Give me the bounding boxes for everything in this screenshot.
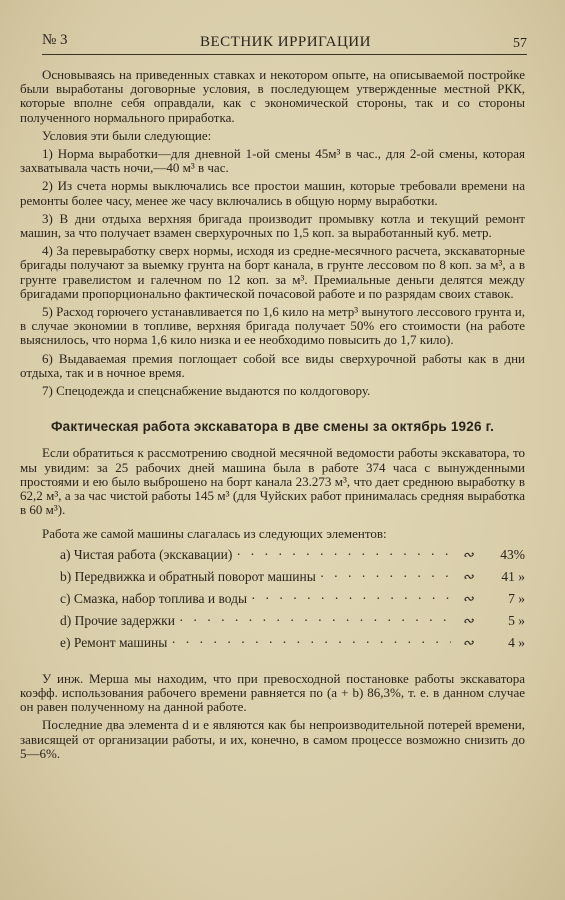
list-item — [60, 614, 525, 636]
list-item — [60, 548, 525, 570]
condition-item: 1) Норма выработки—для дневной 1-ой смены 45м³ в час., для 2-ой смены, которая захватывала часть ночи,—40 м³ в час. — [20, 146, 525, 176]
element-value: 4 » — [508, 634, 525, 650]
leader-dots — [320, 570, 451, 584]
approx-sign: ∾ — [462, 546, 474, 562]
list-item — [60, 570, 525, 592]
approx-sign: ∾ — [462, 634, 474, 650]
condition-item: 6) Выдаваемая премия поглощает собой все виды сверхурочной работы как в дни отдыха, так и в ночное время. — [20, 350, 525, 380]
element-label: c) Смазка, набор топлива и воды — [60, 590, 248, 606]
element-value: 41 » — [501, 568, 525, 584]
work-elements-list — [60, 548, 525, 658]
leader-dots — [251, 592, 451, 606]
condition-item: 3) В дни отдыха верхняя бригада производит промывку котла и текущий ремонт машин, за что получает взамен сверхурочных по 1,5 коп. за выработанный куб. метр. — [20, 210, 525, 241]
element-value: 5 » — [508, 612, 525, 628]
approx-sign: ∾ — [462, 590, 474, 606]
paragraph: Если обратиться к рассмотрению сводной месячной ведомости работы экскаватора, то мы увидим: за 25 рабочих дней машина была в работе 374 часа с вынужденными простоями и ею было выброшено на борт канала 23.273 м³, что дает среднюю выработку в 62,2 м³, а за час чистой работы 145 м³ (для Чуйских работ принималась средняя выработка в 60 м³). — [20, 445, 525, 518]
condition-item: 2) Из счета нормы выключались все простои машин, которые требовали времени на ремонты более часу, менее же часу включались в общую норму выработки. — [20, 178, 525, 208]
leader-dots — [171, 636, 451, 650]
running-header — [42, 28, 527, 55]
page-number: 57 — [513, 36, 527, 51]
paragraph: Основываясь на приведенных ставках и некотором опыте, на описываемой постройке были выработаны договорные условия, в последующем утвержденные местной РКК, которые вполне себя оправдали, как с экономической стороны, так и со стороны полученного нормального приработка. — [20, 67, 525, 125]
section-heading: Фактическая работа экскаватора в две смены за октябрь 1926 г. — [50, 419, 495, 435]
paragraph: У инж. Мерша мы находим, что при превосходной постановке работы экскаватора коэфф. использования рабочего времени равняется по (a + b) 86,3%, т. е. в данном случае он равен полученному на данной работе. — [20, 670, 525, 715]
element-label: e) Ремонт машины — [60, 634, 168, 650]
element-value: 7 » — [508, 590, 525, 606]
condition-item: 7) Спецодежда и спецснабжение выдаются по колдоговору. — [42, 383, 371, 399]
list-item — [60, 636, 525, 658]
paragraph: Последние два элемента d и e являются как бы непроизводительной потерей времени, зависящей от организации работы, и их, конечно, в самом процессе возможно снизить до 5—6%. — [20, 717, 525, 761]
article-body — [20, 68, 525, 765]
paragraph: Условия эти были следующие: — [42, 127, 212, 143]
issue-number: № 3 — [42, 32, 68, 48]
leader-dots — [236, 548, 451, 562]
condition-item: 5) Расход горючего устанавливается по 1,6 кило на метр³ вынутого лессового грунта и, в случае экономии в топливе, верхняя бригада получает 50% его стоимости (на работе выяснилось, что норма 1,6 кило низка и ее необходимо повысить до 1,7 кило). — [20, 304, 525, 348]
list-item — [60, 592, 525, 614]
element-label: b) Передвижка и обратный поворот машины — [60, 568, 316, 584]
element-label: a) Чистая работа (экскавации) — [60, 546, 233, 562]
element-label: d) Прочие задержки — [60, 612, 175, 628]
journal-title: ВЕСТНИК ИРРИГАЦИИ — [200, 34, 371, 50]
approx-sign: ∾ — [462, 568, 474, 584]
approx-sign: ∾ — [462, 612, 474, 628]
condition-item: 4) За перевыработку сверх нормы, исходя из средне-месячного расчета, экскаваторные бригады получают за выемку грунта на борт канала, в грунте лессовом по 8 коп. за м³, а в грунте гравелистом и галечном по 12 коп. за м³. Премиальные деньги делятся между бригадами пропорционально фактической почасовой работе и по разрядам своих ставок. — [20, 243, 525, 301]
elements-intro: Работа же самой машины слагалась из следующих элементов: — [42, 526, 387, 542]
element-value: 43% — [500, 546, 525, 562]
leader-dots — [179, 614, 451, 628]
